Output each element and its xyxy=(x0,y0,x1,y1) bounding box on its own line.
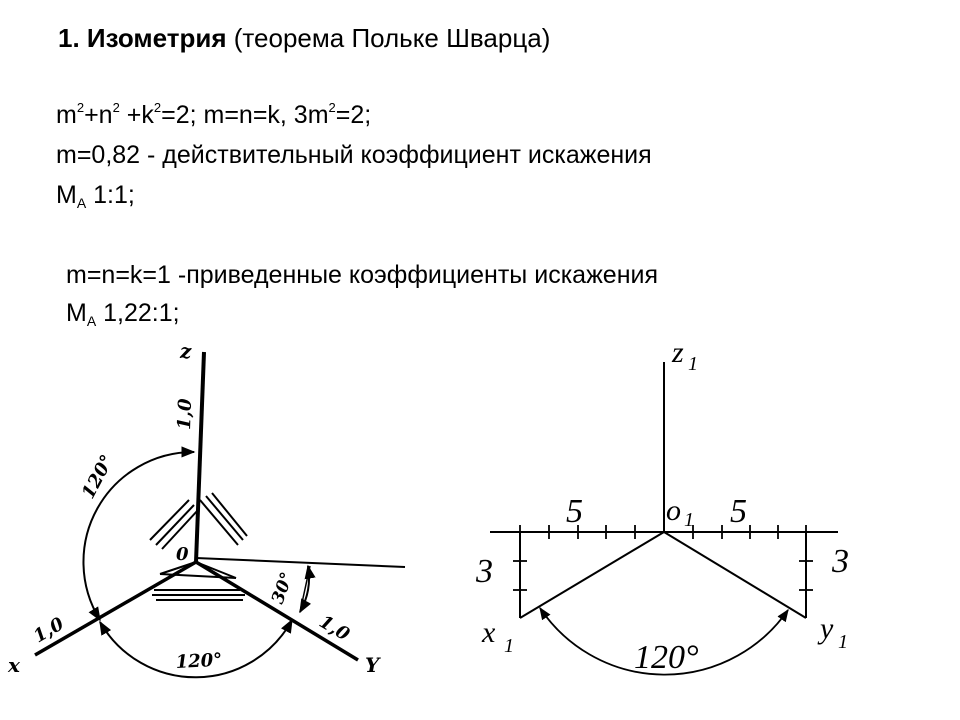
left-origin-label: 0 xyxy=(176,544,189,565)
left-angle-120-bottom: 120° xyxy=(175,649,223,673)
formula-sup: 2 xyxy=(76,100,85,115)
right-right-height: 3 xyxy=(832,543,849,580)
right-x-label: x xyxy=(482,616,496,649)
left-horizontal-reference xyxy=(196,558,405,567)
title-bold: 1. Изометрия xyxy=(58,23,227,53)
formula-sup: 2 xyxy=(112,100,120,115)
left-angle-120-left: 120° xyxy=(77,451,119,503)
actual-coefficient-line: m=0,82 - действительный коэффициент искажения xyxy=(56,141,652,169)
reduced-coefficient-line: m=n=k=1 -приведенные коэффициенты искажения xyxy=(66,261,659,289)
right-left-length: 5 xyxy=(566,493,583,530)
right-y-label: y xyxy=(820,612,834,645)
right-z-label: z xyxy=(672,336,684,369)
right-x-axis xyxy=(520,532,664,618)
left-isometric-diagram xyxy=(7,339,405,677)
left-coef-y: 1,0 xyxy=(315,611,354,646)
formula-sup: 2 xyxy=(153,100,162,115)
left-angle-30: 30° xyxy=(267,569,298,607)
right-origin-label: o xyxy=(666,494,681,527)
right-left-height: 3 xyxy=(476,553,493,590)
right-angle-label: 120° xyxy=(634,639,699,676)
left-z-label: z xyxy=(180,339,192,363)
right-y-axis xyxy=(664,532,806,618)
right-right-length: 5 xyxy=(730,493,747,530)
formula-part: m xyxy=(56,101,77,129)
formula-part: +n xyxy=(84,101,113,129)
scale-value: 1,22:1; xyxy=(96,299,180,327)
formula-part: +k xyxy=(119,101,154,129)
left-y-label: Y xyxy=(365,653,380,677)
right-origin-sub: 1 xyxy=(684,509,694,531)
left-coef-x: 1,0 xyxy=(30,613,68,648)
scale-sub: A xyxy=(86,313,97,329)
title-subtitle: (теорема Польке Шварца) xyxy=(233,23,551,53)
right-z-sub: 1 xyxy=(688,353,698,375)
right-isometric-diagram xyxy=(475,336,849,676)
formula-part: =2; xyxy=(335,101,372,129)
formula-sup: 2 xyxy=(328,100,336,115)
formula-part: =2; m=n=k, 3m xyxy=(161,101,329,129)
scale-letter: M xyxy=(56,181,77,209)
left-coef-z: 1,0 xyxy=(174,398,197,431)
scale-sub: A xyxy=(76,195,87,211)
left-x-label: x xyxy=(8,653,20,677)
scale-value: 1:1; xyxy=(86,181,135,209)
left-z-axis xyxy=(196,352,204,562)
left-x-axis xyxy=(35,562,196,655)
right-y-sub: 1 xyxy=(838,631,848,653)
right-tick-marks xyxy=(513,525,813,590)
scale-letter: M xyxy=(66,299,87,327)
right-x-sub: 1 xyxy=(504,635,514,657)
